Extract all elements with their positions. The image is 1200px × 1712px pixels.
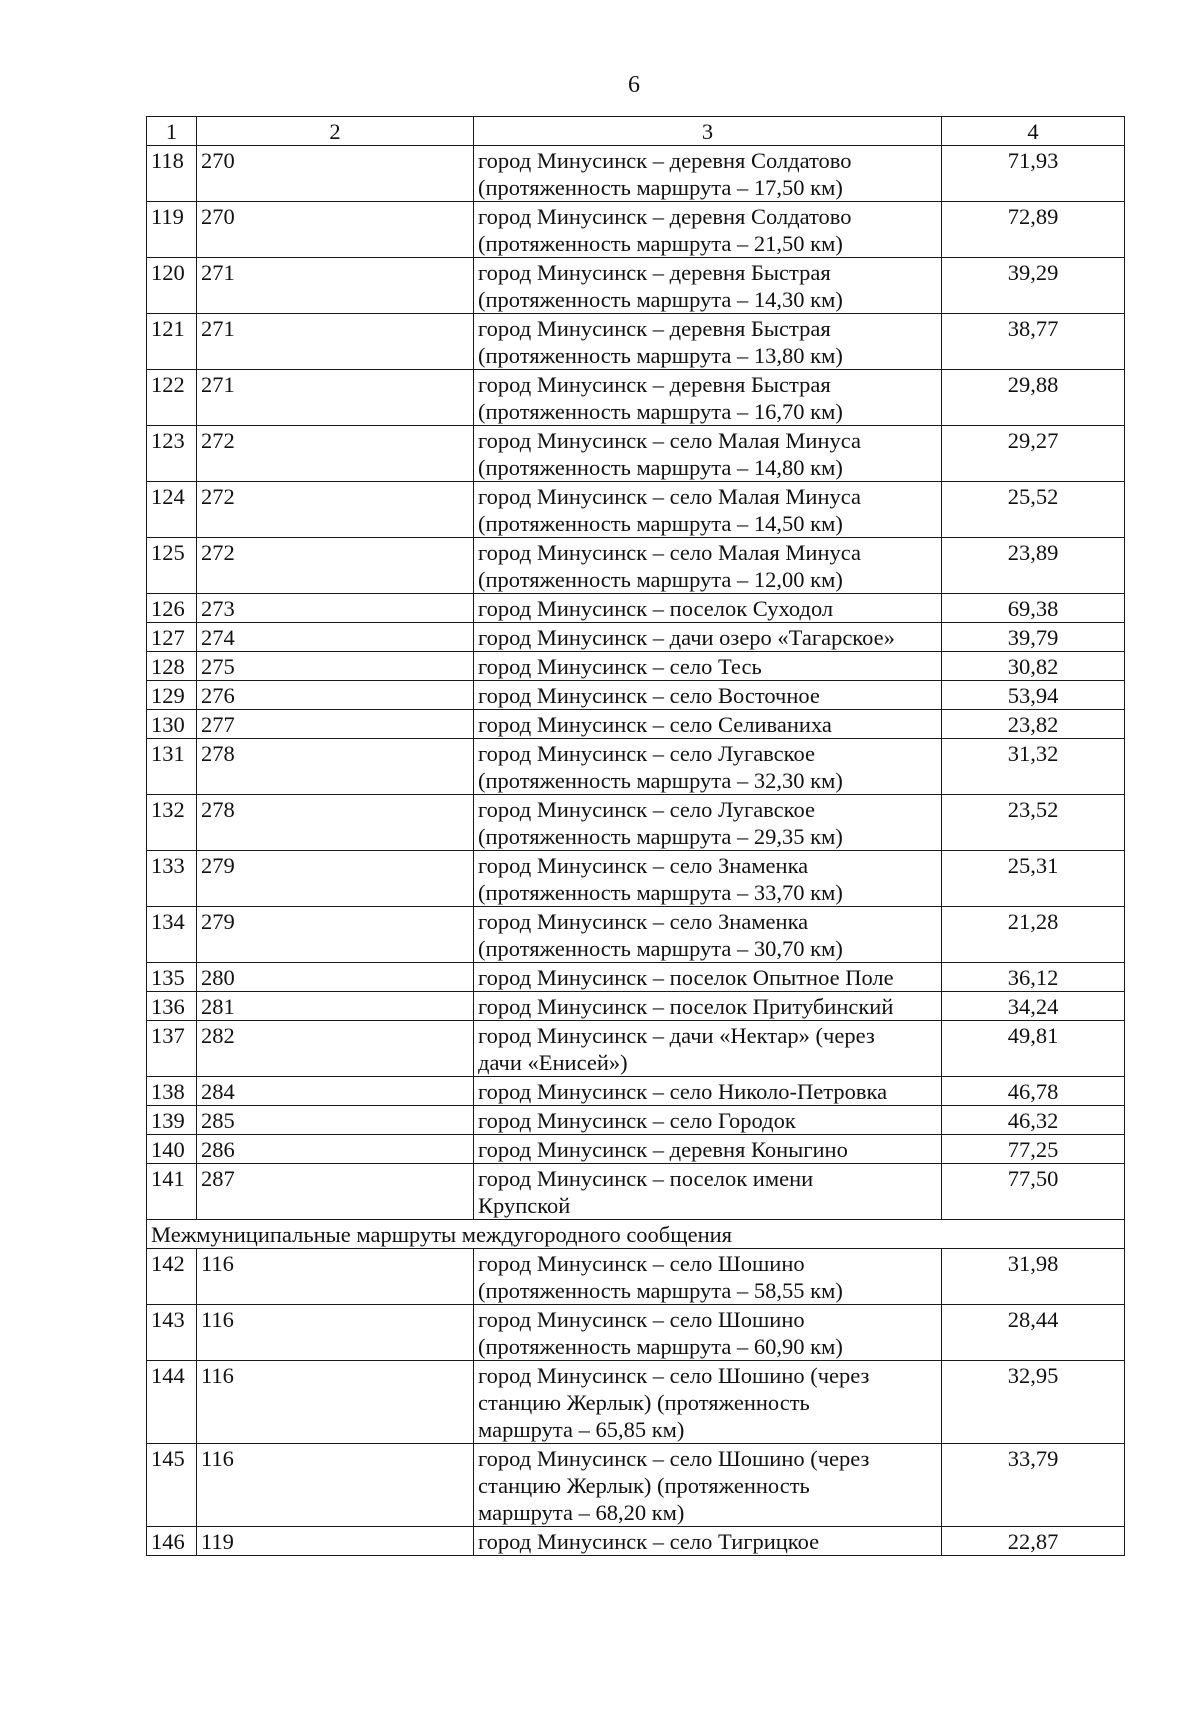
row-number: 135 [147,963,197,992]
route-name-line: город Минусинск – деревня Солдатово [478,148,852,173]
row-number: 128 [147,652,197,681]
table-row [147,594,1125,623]
route-name-line: город Минусинск – село Малая Минуса [478,484,861,509]
table-row [147,146,1125,202]
route-value: 34,24 [942,992,1125,1021]
route-value: 46,32 [942,1106,1125,1135]
route-name-line: (протяженность маршрута – 12,00 км) [478,567,843,592]
route-name-line: город Минусинск – село Лугавское [478,797,815,822]
route-name-line: станцию Жерлык) (протяженность [478,1390,810,1415]
route-name-line: город Минусинск – село Восточное [478,683,820,708]
route-name-line: (протяженность маршрута – 33,70 км) [478,880,843,905]
route-name [474,1135,942,1164]
routes-group-intercity [147,1249,1125,1556]
table-row [147,1077,1125,1106]
route-code: 278 [197,795,474,851]
route-code: 276 [197,681,474,710]
route-value: 39,79 [942,623,1125,652]
row-number: 144 [147,1361,197,1444]
route-name-line: город Минусинск – село Лугавское [478,741,815,766]
route-name-line: маршрута – 65,85 км) [478,1417,685,1442]
route-code: 270 [197,202,474,258]
row-number: 133 [147,851,197,907]
header-col-4: 4 [942,117,1125,146]
route-name [474,1106,942,1135]
route-value: 38,77 [942,314,1125,370]
route-name-line: (протяженность маршрута – 13,80 км) [478,343,843,368]
route-value: 77,50 [942,1164,1125,1220]
route-value: 46,78 [942,1077,1125,1106]
route-name-line: город Минусинск – деревня Быстрая [478,260,831,285]
row-number: 127 [147,623,197,652]
route-name [474,1249,942,1305]
route-name-line: (протяженность маршрута – 17,50 км) [478,175,843,200]
row-number: 137 [147,1021,197,1077]
route-name [474,314,942,370]
table-row [147,623,1125,652]
route-name [474,370,942,426]
route-code: 279 [197,907,474,963]
route-name-line: город Минусинск – село Шошино [478,1251,805,1276]
route-name-line: город Минусинск – село Тигрицкое [478,1529,820,1554]
route-code: 116 [197,1361,474,1444]
route-name [474,1527,942,1556]
route-value: 29,88 [942,370,1125,426]
route-name-line: (протяженность маршрута – 30,70 км) [478,936,843,961]
table-row [147,710,1125,739]
route-name-line: дачи «Енисей») [478,1050,628,1075]
route-code: 275 [197,652,474,681]
route-name-line: город Минусинск – поселок Притубинский [478,994,894,1019]
route-name [474,652,942,681]
route-value: 69,38 [942,594,1125,623]
row-number: 122 [147,370,197,426]
table-row [147,992,1125,1021]
header-row [147,117,1125,146]
route-name [474,739,942,795]
route-name-line: город Минусинск – село Малая Минуса [478,540,861,565]
section-title: Межмуниципальные маршруты междугородного сообщения [147,1220,1125,1249]
row-number: 132 [147,795,197,851]
route-name-line: город Минусинск – деревня Быстрая [478,316,831,341]
route-name [474,146,942,202]
route-name [474,1444,942,1527]
route-code: 281 [197,992,474,1021]
route-value: 23,52 [942,795,1125,851]
table-row [147,1164,1125,1220]
route-name-line: город Минусинск – село Шошино (через [478,1363,870,1388]
route-name-line: город Минусинск – село Шошино [478,1307,805,1332]
route-name-line: (протяженность маршрута – 32,30 км) [478,768,843,793]
route-name [474,202,942,258]
route-code: 286 [197,1135,474,1164]
route-code: 279 [197,851,474,907]
route-name [474,681,942,710]
route-value: 31,98 [942,1249,1125,1305]
route-name [474,1164,942,1220]
route-name-line: город Минусинск – село Малая Минуса [478,428,861,453]
route-name-line: город Минусинск – село Знаменка [478,853,809,878]
route-code: 116 [197,1444,474,1527]
route-name-line: маршрута – 68,20 км) [478,1500,685,1525]
table-row [147,1249,1125,1305]
route-value: 39,29 [942,258,1125,314]
route-code: 285 [197,1106,474,1135]
route-code: 287 [197,1164,474,1220]
route-code: 284 [197,1077,474,1106]
row-number: 131 [147,739,197,795]
row-number: 121 [147,314,197,370]
row-number: 124 [147,482,197,538]
row-number: 125 [147,538,197,594]
table-row [147,681,1125,710]
route-name-line: город Минусинск – село Городок [478,1108,796,1133]
route-code: 119 [197,1527,474,1556]
route-value: 28,44 [942,1305,1125,1361]
route-name-line: город Минусинск – дачи озеро «Тагарское» [478,625,895,650]
table-row [147,1444,1125,1527]
route-value: 36,12 [942,963,1125,992]
route-name-line: город Минусинск – село Николо-Петровка [478,1079,888,1104]
route-name [474,795,942,851]
route-name [474,992,942,1021]
route-value: 33,79 [942,1444,1125,1527]
route-code: 277 [197,710,474,739]
row-number: 143 [147,1305,197,1361]
section-row-group [147,1220,1125,1249]
route-code: 274 [197,623,474,652]
route-name [474,623,942,652]
table-row [147,314,1125,370]
route-name-line: (протяженность маршрута – 58,55 км) [478,1278,843,1303]
route-name-line: (протяженность маршрута – 29,35 км) [478,824,843,849]
row-number: 129 [147,681,197,710]
route-code: 270 [197,146,474,202]
route-name [474,258,942,314]
route-value: 32,95 [942,1361,1125,1444]
row-number: 140 [147,1135,197,1164]
route-code: 116 [197,1305,474,1361]
route-value: 25,52 [942,482,1125,538]
route-name-line: (протяженность маршрута – 14,50 км) [478,511,843,536]
route-name-line: город Минусинск – деревня Быстрая [478,372,831,397]
routes-group-municipal [147,146,1125,1220]
route-name-line: город Минусинск – село Знаменка [478,909,809,934]
route-name [474,538,942,594]
route-code: 272 [197,538,474,594]
table-row [147,652,1125,681]
route-name [474,1077,942,1106]
route-code: 116 [197,1249,474,1305]
section-row [147,1220,1125,1249]
route-value: 30,82 [942,652,1125,681]
row-number: 126 [147,594,197,623]
header-col-2: 2 [197,117,474,146]
route-name-line: город Минусинск – поселок Опытное Поле [478,965,894,990]
route-code: 272 [197,482,474,538]
row-number: 136 [147,992,197,1021]
row-number: 142 [147,1249,197,1305]
route-code: 280 [197,963,474,992]
route-name [474,963,942,992]
table-row [147,370,1125,426]
route-name-line: город Минусинск – село Шошино (через [478,1446,870,1471]
page-number: 6 [628,72,640,98]
route-name-line: город Минусинск – деревня Солдатово [478,204,852,229]
row-number: 141 [147,1164,197,1220]
route-name-line: город Минусинск – деревня Коныгино [478,1137,848,1162]
route-name [474,1361,942,1444]
route-name-line: (протяженность маршрута – 14,80 км) [478,455,843,480]
row-number: 139 [147,1106,197,1135]
table-row [147,1527,1125,1556]
route-code: 273 [197,594,474,623]
route-name-line: (протяженность маршрута – 60,90 км) [478,1334,843,1359]
route-value: 72,89 [942,202,1125,258]
table-row [147,1361,1125,1444]
header-col-3: 3 [474,117,942,146]
route-code: 271 [197,258,474,314]
row-number: 146 [147,1527,197,1556]
table-row [147,426,1125,482]
route-value: 22,87 [942,1527,1125,1556]
table-row [147,963,1125,992]
row-number: 120 [147,258,197,314]
route-name [474,907,942,963]
route-code: 271 [197,370,474,426]
route-code: 271 [197,314,474,370]
route-name-line: (протяженность маршрута – 14,30 км) [478,287,843,312]
route-name-line: станцию Жерлык) (протяженность [478,1473,810,1498]
route-name [474,426,942,482]
route-value: 23,89 [942,538,1125,594]
table-row [147,739,1125,795]
table-row [147,795,1125,851]
route-value: 25,31 [942,851,1125,907]
row-number: 123 [147,426,197,482]
table-row [147,1135,1125,1164]
header-col-1: 1 [147,117,197,146]
route-code: 272 [197,426,474,482]
row-number: 119 [147,202,197,258]
row-number: 138 [147,1077,197,1106]
route-name-line: город Минусинск – поселок Суходол [478,596,834,621]
route-value: 49,81 [942,1021,1125,1077]
route-value: 23,82 [942,710,1125,739]
route-name-line: (протяженность маршрута – 16,70 км) [478,399,843,424]
route-name [474,851,942,907]
row-number: 134 [147,907,197,963]
row-number: 118 [147,146,197,202]
table-row [147,1021,1125,1077]
route-value: 77,25 [942,1135,1125,1164]
table-row [147,482,1125,538]
route-code: 278 [197,739,474,795]
route-name-line: город Минусинск – дачи «Нектар» (через [478,1023,875,1048]
row-number: 130 [147,710,197,739]
route-name-line: Крупской [478,1193,571,1218]
table-row [147,538,1125,594]
route-name [474,710,942,739]
route-name [474,1305,942,1361]
table-row [147,851,1125,907]
route-name-line: (протяженность маршрута – 21,50 км) [478,231,843,256]
table-row [147,907,1125,963]
route-name-line: город Минусинск – поселок имени [478,1166,814,1191]
route-value: 29,27 [942,426,1125,482]
row-number: 145 [147,1444,197,1527]
route-name [474,1021,942,1077]
route-value: 21,28 [942,907,1125,963]
route-value: 71,93 [942,146,1125,202]
table-row [147,258,1125,314]
route-value: 53,94 [942,681,1125,710]
route-name [474,594,942,623]
table-row [147,202,1125,258]
route-code: 282 [197,1021,474,1077]
route-value: 31,32 [942,739,1125,795]
table-row [147,1305,1125,1361]
route-name [474,482,942,538]
routes-table [146,116,1125,1556]
table-row [147,1106,1125,1135]
route-name-line: город Минусинск – село Тесь [478,654,762,679]
route-name-line: город Минусинск – село Селиваниха [478,712,832,737]
